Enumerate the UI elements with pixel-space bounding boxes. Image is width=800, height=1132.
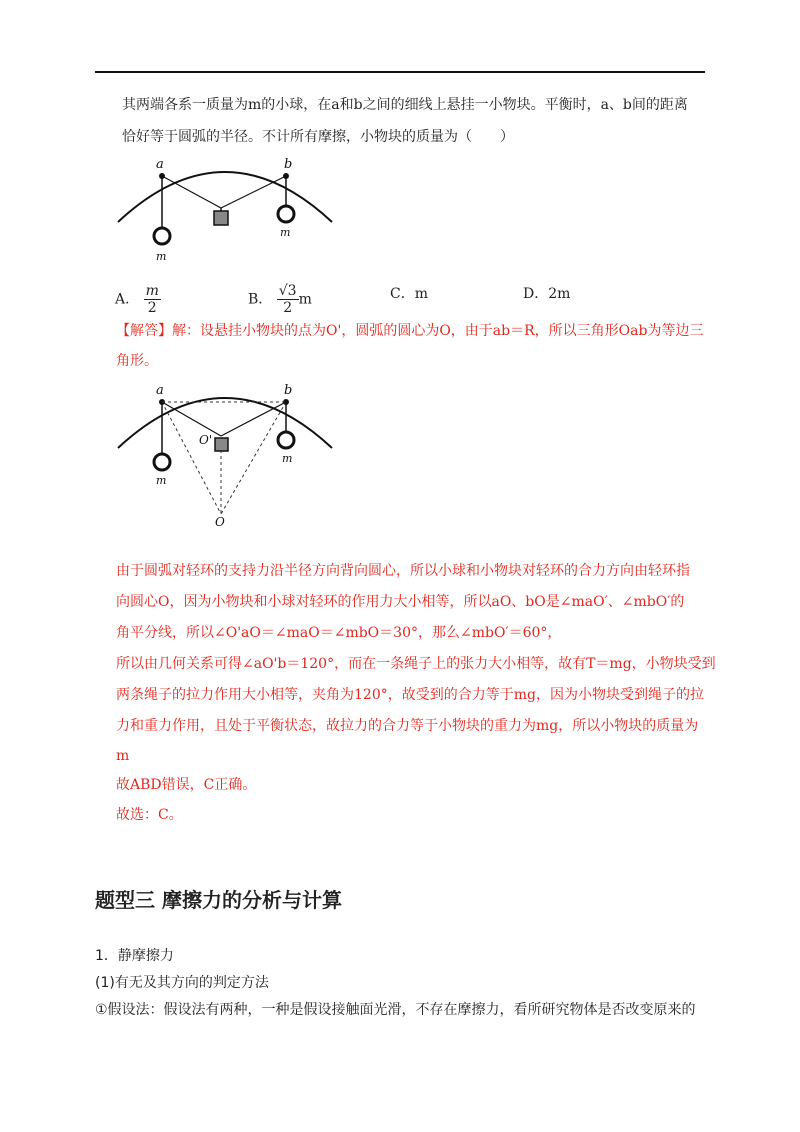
figure-arc-with-balls [110,152,340,264]
label-m-right: m [280,226,291,239]
answer-intro-2: 角形。 [116,353,158,369]
answer-choice: 故选：C。 [116,807,183,823]
label-o: O [215,515,225,528]
answer-intro-1 [116,321,703,341]
option-b [248,283,312,316]
ball-left [154,454,170,470]
section-item-2: (1)有无及其方向的判定方法 [95,975,269,991]
option-b-fraction [277,283,299,316]
answer-intro-text: 解：设悬挂小物块的点为O'，圆弧的圆心为O，由于ab＝R，所以三角形Oab为等边三 [172,323,704,339]
figure-geometry [110,378,360,528]
question-line-1: 其两端各系一质量为m的小球，在a和b之间的细线上悬挂一小物块。平衡时，a、b间的距离 [122,97,688,113]
answer-conclusion: 故ABD错误，C正确。 [116,777,257,793]
block [215,438,228,451]
option-c: C．m [390,286,428,302]
option-b-label: B． [248,291,273,308]
section-item-1: 1．静摩擦力 [95,948,174,964]
label-a: a [156,157,164,172]
question-line-2: 恰好等于圆弧的半径。不计所有摩擦，小物块的质量为（ ） [122,129,514,145]
cord-right [221,176,286,208]
answer-paragraph-1: 由于圆弧对轻环的支持力沿半径方向背向圆心，所以小球和小物块对轻环的合力方向由轻环指 [116,563,690,579]
cord-left [162,176,221,208]
answer-tag: 【解答】 [116,323,172,339]
label-m-left: m [156,250,167,263]
label-m-right: m [282,452,293,465]
label-a: a [156,383,164,398]
option-b-numerator: √3 [278,283,297,299]
label-b: b [284,383,293,398]
answer-paragraph-3: 角平分线，所以∠O'aO＝∠maO＝∠mbO＝30°，那么∠mbO′＝60°， [116,625,562,641]
option-a-numerator: m [145,283,159,299]
option-a [115,283,161,316]
option-b-suffix: m [298,291,312,308]
ball-left [154,228,170,244]
answer-paragraph-7: m [116,748,130,764]
ball-right [278,206,294,222]
option-d: D．2m [523,286,571,302]
answer-paragraph-4: 所以由几何关系可得∠aO'b＝120°，而在一条绳子上的张力大小相等，故有T＝mg，小物块受到 [116,656,716,672]
answer-paragraph-2: 向圆心O，因为小物块和小球对轻环的作用力大小相等，所以aO、bO是∠maO′、∠mbO′的 [116,594,685,610]
label-o-prime: O' [199,433,213,447]
section-item-3: ①假设法：假设法有两种，一种是假设接触面光滑，不存在摩擦力，看所研究物体是否改变原来的 [95,1002,696,1018]
option-a-fraction [144,283,161,316]
header-rule [95,71,705,73]
label-m-left: m [156,474,167,487]
answer-paragraph-5: 两条绳子的拉力作用大小相等，夹角为120°，故受到的合力等于mg，因为小物块受到绳子的拉 [116,687,704,703]
option-b-denominator: 2 [283,300,293,316]
ball-right [278,432,294,448]
block [214,211,228,225]
answer-paragraph-6: 力和重力作用，且处于平衡状态，故拉力的合力等于小物块的重力为mg，所以小物块的质量为 [116,718,699,734]
option-a-denominator: 2 [147,300,157,316]
option-a-label: A． [115,291,140,308]
section-heading: 题型三 摩擦力的分析与计算 [95,888,342,912]
label-b: b [284,157,293,172]
